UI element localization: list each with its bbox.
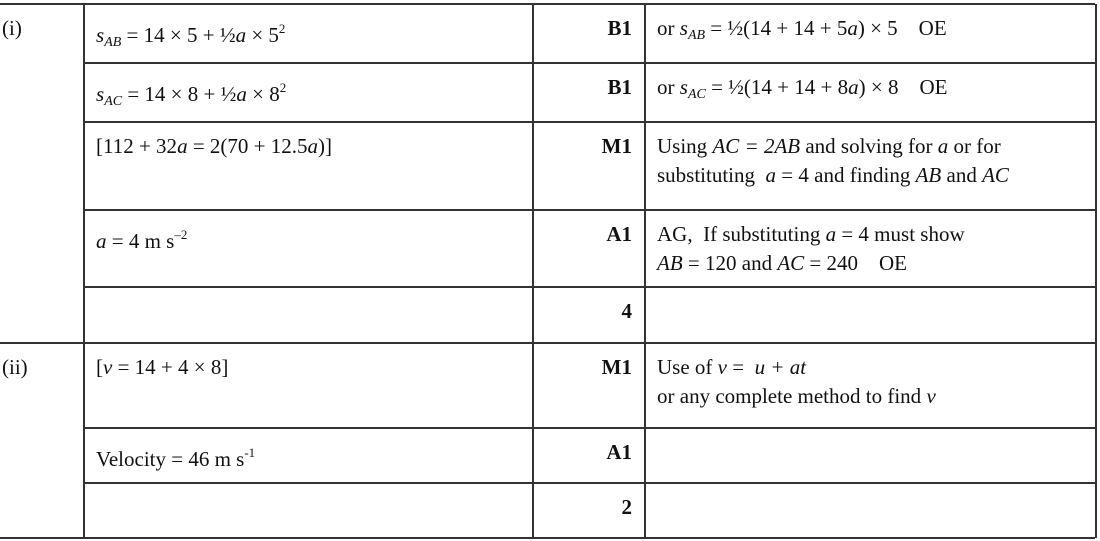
- column-divider: [83, 4, 85, 538]
- row-divider: [83, 121, 1095, 123]
- text-segment: = 120 and: [682, 251, 778, 275]
- text-segment: AC: [982, 163, 1009, 187]
- text-segment: s: [96, 82, 105, 106]
- row-divider: [83, 482, 1095, 484]
- text-segment: × 5: [246, 23, 279, 47]
- comment-line: [657, 353, 806, 382]
- text-segment: ) × 8 OE: [858, 75, 948, 99]
- text-segment: [112 + 32: [96, 134, 178, 158]
- comment-line: [657, 382, 936, 411]
- text-segment: = ½(14 + 14 + 8: [705, 75, 849, 99]
- comment-line: [657, 249, 907, 278]
- mark-cell: 2: [621, 495, 632, 519]
- text-segment: a: [847, 16, 858, 40]
- part-label: (ii): [2, 355, 28, 379]
- text-segment: v: [717, 355, 727, 379]
- column-divider: [644, 4, 646, 538]
- row-divider: [0, 3, 1095, 5]
- text-segment: AC: [687, 87, 706, 102]
- text-segment: × 8: [246, 82, 280, 106]
- text-segment: ) × 5 OE: [857, 16, 947, 40]
- text-segment: Using: [657, 134, 713, 158]
- row-divider: [0, 537, 1095, 539]
- text-segment: AB: [657, 251, 683, 275]
- mark-cell: A1: [606, 222, 632, 246]
- text-segment: AB: [915, 163, 942, 187]
- text-segment: or: [657, 16, 680, 40]
- text-segment: AB: [687, 28, 706, 43]
- text-segment: = 14 × 8 + ½: [122, 82, 237, 106]
- text-segment: s: [96, 23, 105, 47]
- row-divider: [0, 342, 1095, 344]
- text-segment: v: [926, 384, 936, 408]
- comment-line: [657, 132, 1001, 161]
- text-segment: AC: [777, 251, 805, 275]
- text-segment: = ½(14 + 14 + 5: [705, 16, 848, 40]
- comment-line: [657, 161, 1009, 190]
- text-segment: = 14 × 5 + ½: [121, 23, 236, 47]
- text-segment: AG, If substituting: [657, 222, 826, 246]
- comment-line: [657, 14, 947, 50]
- text-segment: AC: [104, 94, 123, 109]
- mark-cell: 4: [621, 299, 632, 323]
- text-segment: = 4 and finding: [776, 163, 916, 187]
- text-segment: [: [96, 355, 103, 379]
- row-divider: [83, 209, 1095, 211]
- mark-cell: M1: [601, 355, 632, 379]
- text-segment: -1: [244, 445, 256, 460]
- text-segment: a: [177, 134, 188, 158]
- mark-cell: A1: [606, 440, 632, 464]
- text-segment: a: [765, 163, 777, 187]
- text-segment: and solving for: [800, 134, 938, 158]
- answer-cell: [96, 14, 285, 57]
- text-segment: and: [941, 163, 983, 187]
- text-segment: a: [937, 134, 949, 158]
- text-segment: a: [848, 75, 859, 99]
- text-segment: or any complete method to find: [657, 384, 927, 408]
- mark-cell: B1: [607, 16, 632, 40]
- part-label: (i): [2, 16, 22, 40]
- answer-cell: [96, 220, 187, 256]
- row-divider: [83, 286, 1095, 288]
- text-segment: v: [103, 355, 113, 379]
- text-segment: s: [679, 16, 688, 40]
- text-segment: 2: [279, 80, 287, 95]
- text-segment: AC = 2AB: [712, 134, 801, 158]
- text-segment: )]: [318, 134, 332, 158]
- text-segment: = 14 + 4 × 8]: [112, 355, 229, 379]
- text-segment: a: [96, 229, 107, 253]
- text-segment: = 4 must show: [836, 222, 965, 246]
- text-segment: Velocity = 46 m s: [96, 447, 245, 471]
- answer-cell: [96, 353, 228, 382]
- text-segment: a: [307, 134, 318, 158]
- text-segment: AB: [104, 35, 122, 50]
- text-segment: a: [235, 23, 247, 47]
- mark-cell: B1: [607, 75, 632, 99]
- column-divider: [1095, 4, 1097, 538]
- text-segment: u + at: [754, 355, 807, 379]
- answer-cell: [96, 132, 332, 161]
- text-segment: =: [726, 355, 755, 379]
- text-segment: substituting: [657, 163, 766, 187]
- row-divider: [83, 427, 1095, 429]
- text-segment: = 2(70 + 12.5: [187, 134, 308, 158]
- text-segment: –2: [174, 227, 188, 242]
- text-segment: 2: [278, 21, 286, 36]
- text-segment: a: [236, 82, 247, 106]
- comment-line: [657, 220, 965, 249]
- text-segment: a: [825, 222, 837, 246]
- answer-cell: [96, 73, 286, 116]
- text-segment: or for: [948, 134, 1001, 158]
- row-divider: [83, 62, 1095, 64]
- text-segment: Use of: [657, 355, 718, 379]
- text-segment: s: [679, 75, 688, 99]
- comment-line: [657, 73, 947, 109]
- mark-cell: M1: [601, 134, 632, 158]
- answer-cell: [96, 438, 255, 474]
- text-segment: or: [657, 75, 680, 99]
- text-segment: = 240 OE: [804, 251, 908, 275]
- text-segment: = 4 m s: [106, 229, 175, 253]
